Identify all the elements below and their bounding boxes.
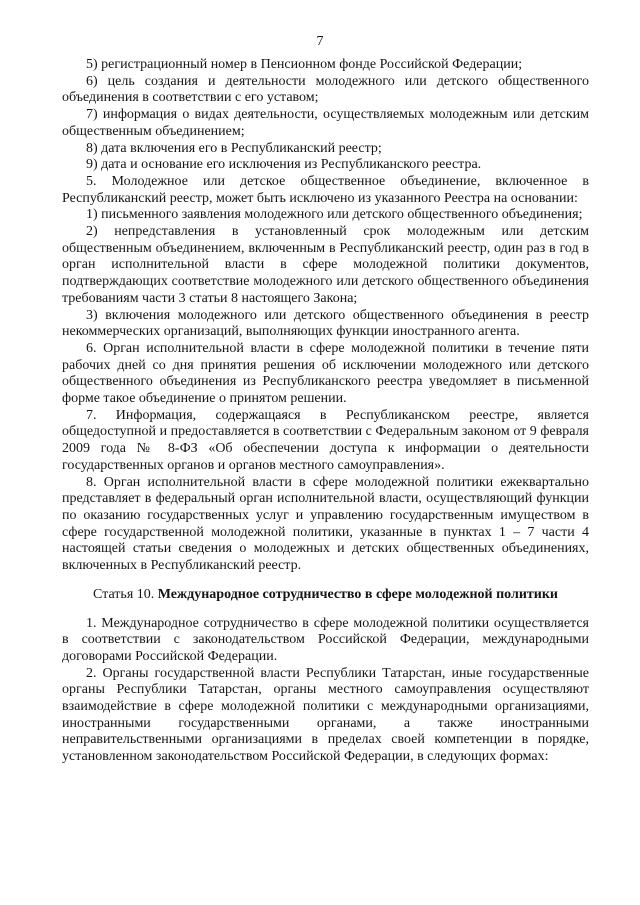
paragraph: 7. Информация, содержащаяся в Республиканском реестре, является общедоступной и предоставляется в соответствии с Федеральным законом от 9 февраля 2009 года № 8-ФЗ «Об обеспечении доступа к информации о деятельности государственных органов и органов местного самоуправления». [62,407,589,473]
paragraph: 6) цель создания и деятельности молодежного или детского общественного объединения в соответствии с его уставом; [62,73,589,106]
paragraph: 5. Молодежное или детское общественное объединение, включенное в Республиканский реестр, может быть исключено из указанного Реестра на основании: [62,173,589,206]
document-body [62,57,589,766]
article-heading [62,587,589,604]
paragraph: 7) информация о видах деятельности, осуществляемых молодежным или детским общественным объединением; [62,107,589,139]
article-prefix: Статья 10. [93,586,158,602]
paragraph: 5) регистрационный номер в Пенсионном фонде Российской Федерации; [86,57,523,72]
spacer [62,604,589,616]
paragraph: 1. Международное сотрудничество в сфере молодежной политики осуществляется в соответствии с законодательством Российской Федерации, международными договорами Российской Федерации. [62,615,589,664]
paragraph: 8. Орган исполнительной власти в сфере молодежной политики ежеквартально представляет в федеральный орган исполнительной власти, осуществляющий функции по оказанию государственных услуг и управлению государственным имуществом в сфере государственной молодежной политики, указанные в пунктах 1 – 7 части 4 настоящей статьи сведения о молодежных и детских общественных объединениях, включенных в Республиканский реестр. [62,474,589,574]
paragraph: 8) дата включения его в Республиканский реестр; [86,140,382,156]
page-number: 7 [316,34,324,49]
paragraph: 9) дата и основание его исключения из Республиканского реестра. [86,157,482,173]
spacer [62,575,589,587]
paragraph: 3) включения молодежного или детского общественного объединения в реестр некоммерческих организаций, выполняющих функции иностранного агента. [62,307,589,340]
paragraph: 2) непредставления в установленный срок молодежным или детским общественным объединением, включенным в Республиканский реестр, один раз в год в орган исполнительной власти в сфере молодежной политики документов, подтверждающих соответствие молодежного или детского общественного объединения требованиям части 3 статьи 8 настоящего Закона; [62,224,589,306]
paragraph: 6. Орган исполнительной власти в сфере молодежной политики в течение пяти рабочих дней со дня принятия решения об исключении молодежного или детского общественного объединения из Республиканского реестра уведомляет в письменной форме такое объединение о принятом решении. [62,340,589,407]
article-title: Международное сотрудничество в сфере молодежной политики [157,586,558,602]
paragraph: 2. Органы государственной власти Республики Татарстан, иные государственные органы Республики Татарстан, органы местного самоуправления осуществляют взаимодействие в сфере молодежной политики с международными организациями, иностранными государственными органами, а также иностранными неправительственными организациями в пределах своей компетенции в порядке, установленном законодательством Российской Федерации, в следующих формах: [62,665,589,765]
paragraph: 1) письменного заявления молодежного или детского общественного объединения; [86,207,583,223]
